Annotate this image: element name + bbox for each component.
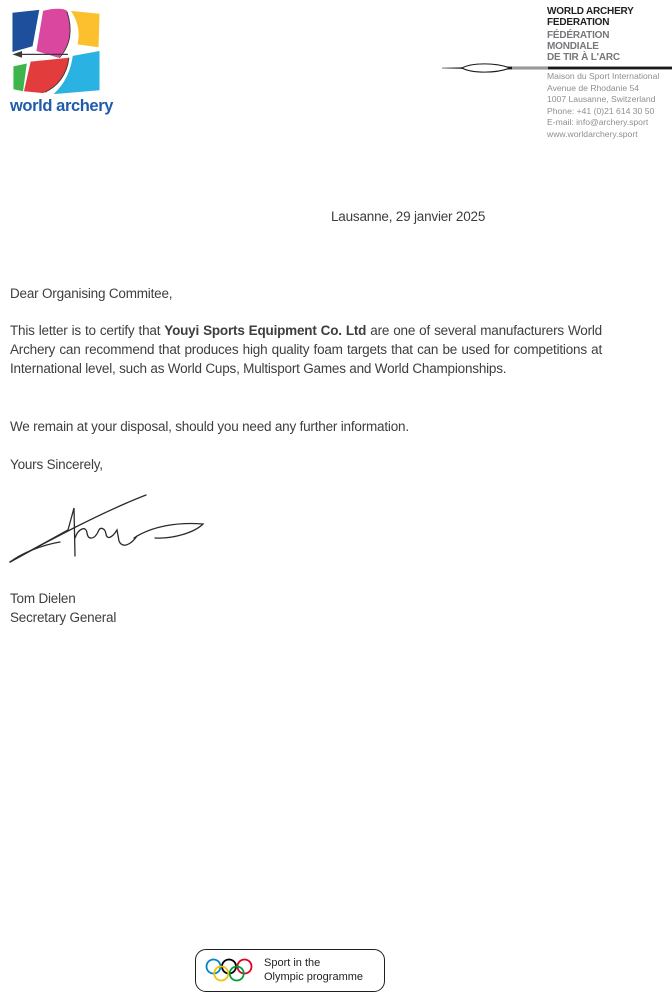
address-email: E-mail: info@archery.sport — [547, 117, 649, 127]
address-line: Avenue de Rhodanie 54 — [547, 82, 640, 93]
org-name-en-line2: FEDERATION — [547, 17, 610, 28]
body-paragraph-1 — [10, 321, 602, 378]
closing: Yours Sincerely, — [10, 457, 103, 472]
letterhead-address — [547, 71, 672, 140]
org-name-fr-line3: DE TIR À L'ARC — [547, 52, 620, 63]
salutation: Dear Organising Commitee, — [10, 286, 173, 301]
address-website: www.worldarchery.sport — [547, 128, 638, 139]
olympic-label-line1: Sport in the — [264, 957, 321, 969]
org-name-fr-line2: MONDIALE — [547, 41, 599, 52]
letterhead-org-names — [547, 6, 672, 63]
org-name-en-line1: WORLD ARCHERY — [547, 6, 634, 17]
world-archery-logo — [10, 8, 120, 116]
signature — [6, 486, 211, 570]
address-line: 1007 Lausanne, Switzerland — [547, 94, 656, 104]
world-archery-logo-mark — [10, 8, 102, 96]
olympic-programme-badge — [195, 949, 385, 992]
logo-wordmark: world archery — [10, 97, 114, 115]
address-phone: Phone: +41 (0)21 614 30 50 — [547, 105, 655, 116]
olympic-rings-icon — [205, 958, 255, 984]
signer-title: Secretary General — [10, 610, 117, 625]
olympic-label-line2: Olympic programme — [264, 970, 364, 983]
org-name-fr-line1: FÉDÉRATION — [547, 30, 610, 41]
signer-name: Tom Dielen — [10, 591, 76, 606]
body-text-before-bold: This letter is to certify that — [10, 323, 165, 338]
date-line: Lausanne, 29 janvier 2025 — [331, 209, 486, 224]
body-text-after-bold: are one of several manufacturers World Archery can recommend that produces high quality foam targets that can be used for competitions at International level, such as World Cups, Multisport Games and World Championships. — [10, 323, 602, 376]
company-name: Youyi Sports Equipment Co. Ltd — [164, 323, 367, 338]
address-line: Maison du Sport International — [547, 71, 660, 81]
body-paragraph-2: We remain at your disposal, should you need any further information. — [10, 419, 409, 434]
